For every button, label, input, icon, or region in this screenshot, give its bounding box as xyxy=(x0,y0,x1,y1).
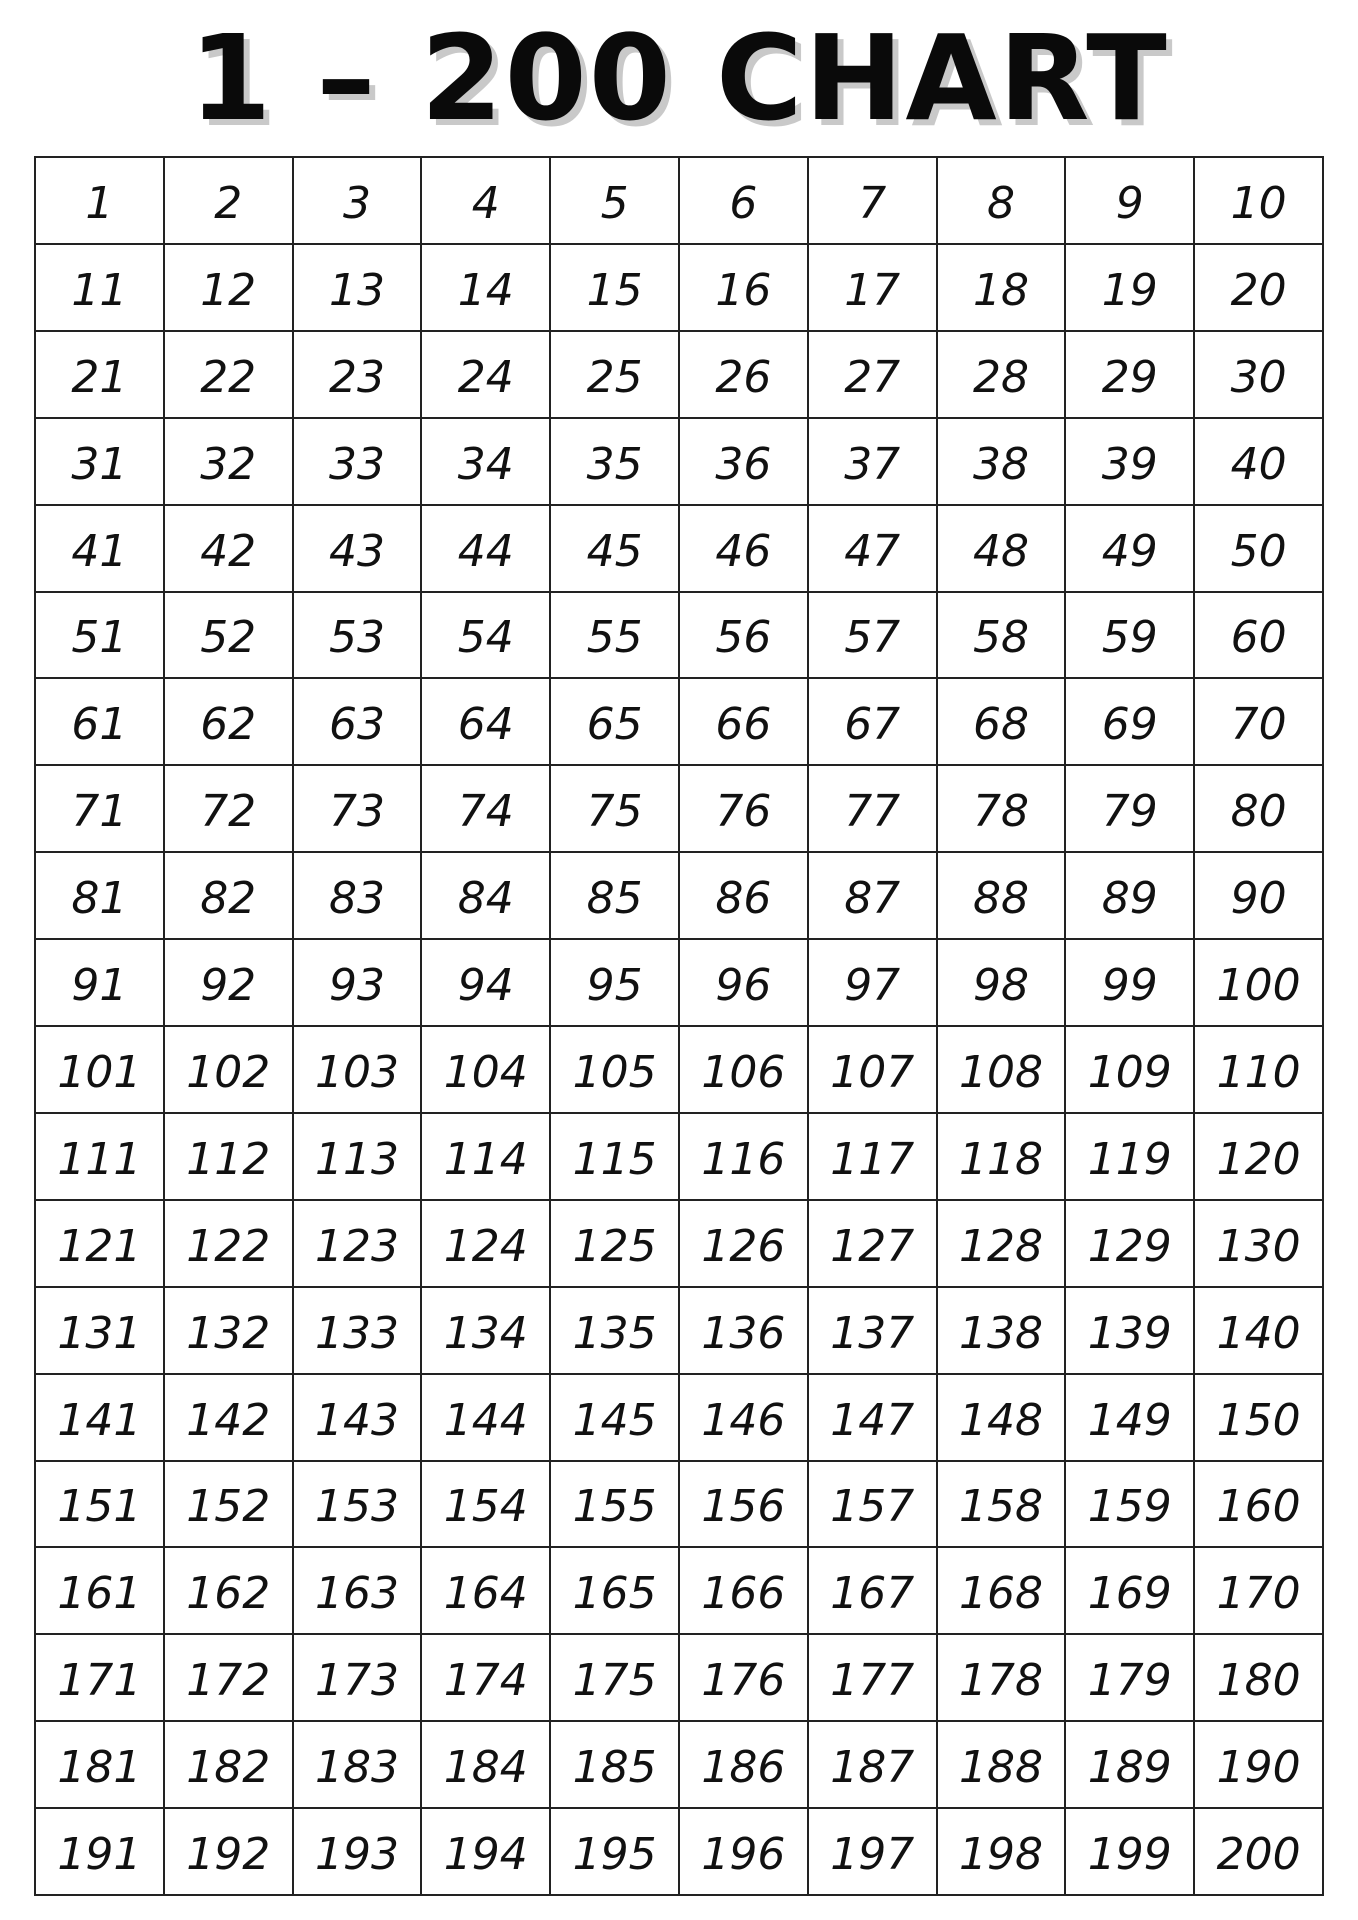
number-cell: 91 xyxy=(36,940,165,1027)
number-cell: 15 xyxy=(551,245,680,332)
number-cell: 45 xyxy=(551,506,680,593)
number-cell: 11 xyxy=(36,245,165,332)
number-cell: 78 xyxy=(938,766,1067,853)
number-cell: 52 xyxy=(165,593,294,680)
number-cell: 25 xyxy=(551,332,680,419)
number-cell: 176 xyxy=(680,1635,809,1722)
number-cell: 136 xyxy=(680,1288,809,1375)
number-cell: 110 xyxy=(1195,1027,1324,1114)
number-cell: 119 xyxy=(1066,1114,1195,1201)
number-cell: 166 xyxy=(680,1548,809,1635)
number-cell: 154 xyxy=(422,1462,551,1549)
number-cell: 75 xyxy=(551,766,680,853)
number-cell: 192 xyxy=(165,1809,294,1896)
number-cell: 182 xyxy=(165,1722,294,1809)
number-cell: 199 xyxy=(1066,1809,1195,1896)
number-cell: 160 xyxy=(1195,1462,1324,1549)
number-cell: 130 xyxy=(1195,1201,1324,1288)
number-cell: 29 xyxy=(1066,332,1195,419)
number-cell: 174 xyxy=(422,1635,551,1722)
number-cell: 134 xyxy=(422,1288,551,1375)
number-cell: 120 xyxy=(1195,1114,1324,1201)
number-cell: 175 xyxy=(551,1635,680,1722)
number-cell: 73 xyxy=(294,766,423,853)
number-cell: 98 xyxy=(938,940,1067,1027)
number-cell: 80 xyxy=(1195,766,1324,853)
number-cell: 41 xyxy=(36,506,165,593)
number-cell: 38 xyxy=(938,419,1067,506)
number-cell: 4 xyxy=(422,158,551,245)
number-cell: 12 xyxy=(165,245,294,332)
number-cell: 53 xyxy=(294,593,423,680)
number-cell: 23 xyxy=(294,332,423,419)
number-cell: 5 xyxy=(551,158,680,245)
number-cell: 149 xyxy=(1066,1375,1195,1462)
number-cell: 122 xyxy=(165,1201,294,1288)
number-cell: 115 xyxy=(551,1114,680,1201)
number-cell: 168 xyxy=(938,1548,1067,1635)
number-cell: 162 xyxy=(165,1548,294,1635)
number-cell: 117 xyxy=(809,1114,938,1201)
number-cell: 26 xyxy=(680,332,809,419)
number-cell: 128 xyxy=(938,1201,1067,1288)
number-cell: 57 xyxy=(809,593,938,680)
number-cell: 140 xyxy=(1195,1288,1324,1375)
number-cell: 17 xyxy=(809,245,938,332)
number-cell: 43 xyxy=(294,506,423,593)
number-cell: 108 xyxy=(938,1027,1067,1114)
number-cell: 147 xyxy=(809,1375,938,1462)
number-cell: 68 xyxy=(938,679,1067,766)
number-cell: 95 xyxy=(551,940,680,1027)
number-cell: 58 xyxy=(938,593,1067,680)
number-cell: 27 xyxy=(809,332,938,419)
number-cell: 84 xyxy=(422,853,551,940)
number-cell: 180 xyxy=(1195,1635,1324,1722)
number-cell: 92 xyxy=(165,940,294,1027)
number-cell: 77 xyxy=(809,766,938,853)
number-cell: 171 xyxy=(36,1635,165,1722)
number-cell: 61 xyxy=(36,679,165,766)
number-cell: 187 xyxy=(809,1722,938,1809)
number-cell: 64 xyxy=(422,679,551,766)
number-cell: 10 xyxy=(1195,158,1324,245)
number-cell: 129 xyxy=(1066,1201,1195,1288)
number-cell: 65 xyxy=(551,679,680,766)
number-cell: 99 xyxy=(1066,940,1195,1027)
number-cell: 198 xyxy=(938,1809,1067,1896)
number-cell: 30 xyxy=(1195,332,1324,419)
number-cell: 158 xyxy=(938,1462,1067,1549)
number-cell: 88 xyxy=(938,853,1067,940)
number-cell: 93 xyxy=(294,940,423,1027)
number-cell: 28 xyxy=(938,332,1067,419)
number-cell: 121 xyxy=(36,1201,165,1288)
number-cell: 96 xyxy=(680,940,809,1027)
number-cell: 118 xyxy=(938,1114,1067,1201)
number-cell: 86 xyxy=(680,853,809,940)
number-cell: 51 xyxy=(36,593,165,680)
number-cell: 151 xyxy=(36,1462,165,1549)
number-cell: 85 xyxy=(551,853,680,940)
number-cell: 132 xyxy=(165,1288,294,1375)
number-cell: 156 xyxy=(680,1462,809,1549)
chart-title: 1 – 200 CHART xyxy=(189,9,1169,147)
number-cell: 44 xyxy=(422,506,551,593)
number-cell: 104 xyxy=(422,1027,551,1114)
number-cell: 189 xyxy=(1066,1722,1195,1809)
number-cell: 42 xyxy=(165,506,294,593)
number-cell: 181 xyxy=(36,1722,165,1809)
number-cell: 190 xyxy=(1195,1722,1324,1809)
number-cell: 71 xyxy=(36,766,165,853)
number-cell: 143 xyxy=(294,1375,423,1462)
number-cell: 1 xyxy=(36,158,165,245)
number-cell: 188 xyxy=(938,1722,1067,1809)
number-cell: 16 xyxy=(680,245,809,332)
number-cell: 150 xyxy=(1195,1375,1324,1462)
number-cell: 183 xyxy=(294,1722,423,1809)
number-cell: 3 xyxy=(294,158,423,245)
number-cell: 173 xyxy=(294,1635,423,1722)
number-cell: 131 xyxy=(36,1288,165,1375)
number-cell: 90 xyxy=(1195,853,1324,940)
number-cell: 35 xyxy=(551,419,680,506)
number-cell: 157 xyxy=(809,1462,938,1549)
number-cell: 59 xyxy=(1066,593,1195,680)
number-cell: 102 xyxy=(165,1027,294,1114)
number-cell: 193 xyxy=(294,1809,423,1896)
number-cell: 74 xyxy=(422,766,551,853)
number-cell: 103 xyxy=(294,1027,423,1114)
number-cell: 82 xyxy=(165,853,294,940)
number-cell: 139 xyxy=(1066,1288,1195,1375)
number-cell: 32 xyxy=(165,419,294,506)
number-cell: 55 xyxy=(551,593,680,680)
number-grid xyxy=(34,156,1324,1896)
number-cell: 141 xyxy=(36,1375,165,1462)
number-cell: 169 xyxy=(1066,1548,1195,1635)
number-cell: 94 xyxy=(422,940,551,1027)
number-cell: 7 xyxy=(809,158,938,245)
number-cell: 146 xyxy=(680,1375,809,1462)
number-cell: 148 xyxy=(938,1375,1067,1462)
number-cell: 34 xyxy=(422,419,551,506)
number-cell: 111 xyxy=(36,1114,165,1201)
number-cell: 200 xyxy=(1195,1809,1324,1896)
number-cell: 50 xyxy=(1195,506,1324,593)
number-cell: 62 xyxy=(165,679,294,766)
number-cell: 159 xyxy=(1066,1462,1195,1549)
number-cell: 179 xyxy=(1066,1635,1195,1722)
number-cell: 195 xyxy=(551,1809,680,1896)
number-cell: 47 xyxy=(809,506,938,593)
number-cell: 21 xyxy=(36,332,165,419)
number-cell: 116 xyxy=(680,1114,809,1201)
number-cell: 197 xyxy=(809,1809,938,1896)
number-cell: 87 xyxy=(809,853,938,940)
number-cell: 165 xyxy=(551,1548,680,1635)
number-cell: 186 xyxy=(680,1722,809,1809)
number-cell: 152 xyxy=(165,1462,294,1549)
number-cell: 126 xyxy=(680,1201,809,1288)
number-cell: 69 xyxy=(1066,679,1195,766)
number-cell: 18 xyxy=(938,245,1067,332)
number-cell: 37 xyxy=(809,419,938,506)
number-cell: 33 xyxy=(294,419,423,506)
number-cell: 20 xyxy=(1195,245,1324,332)
number-cell: 101 xyxy=(36,1027,165,1114)
number-cell: 72 xyxy=(165,766,294,853)
number-cell: 153 xyxy=(294,1462,423,1549)
number-cell: 13 xyxy=(294,245,423,332)
number-cell: 56 xyxy=(680,593,809,680)
number-cell: 161 xyxy=(36,1548,165,1635)
number-cell: 46 xyxy=(680,506,809,593)
number-cell: 8 xyxy=(938,158,1067,245)
number-cell: 112 xyxy=(165,1114,294,1201)
number-cell: 81 xyxy=(36,853,165,940)
number-cell: 170 xyxy=(1195,1548,1324,1635)
number-cell: 70 xyxy=(1195,679,1324,766)
number-cell: 22 xyxy=(165,332,294,419)
number-cell: 63 xyxy=(294,679,423,766)
number-cell: 36 xyxy=(680,419,809,506)
number-cell: 191 xyxy=(36,1809,165,1896)
number-cell: 145 xyxy=(551,1375,680,1462)
number-cell: 48 xyxy=(938,506,1067,593)
number-cell: 127 xyxy=(809,1201,938,1288)
number-cell: 113 xyxy=(294,1114,423,1201)
number-cell: 135 xyxy=(551,1288,680,1375)
number-cell: 125 xyxy=(551,1201,680,1288)
number-cell: 177 xyxy=(809,1635,938,1722)
number-cell: 114 xyxy=(422,1114,551,1201)
number-cell: 9 xyxy=(1066,158,1195,245)
number-cell: 24 xyxy=(422,332,551,419)
number-cell: 163 xyxy=(294,1548,423,1635)
number-cell: 142 xyxy=(165,1375,294,1462)
number-cell: 194 xyxy=(422,1809,551,1896)
number-cell: 89 xyxy=(1066,853,1195,940)
number-cell: 196 xyxy=(680,1809,809,1896)
number-cell: 2 xyxy=(165,158,294,245)
number-cell: 31 xyxy=(36,419,165,506)
number-cell: 66 xyxy=(680,679,809,766)
number-cell: 178 xyxy=(938,1635,1067,1722)
number-cell: 60 xyxy=(1195,593,1324,680)
number-cell: 137 xyxy=(809,1288,938,1375)
number-cell: 124 xyxy=(422,1201,551,1288)
number-cell: 123 xyxy=(294,1201,423,1288)
number-cell: 14 xyxy=(422,245,551,332)
number-cell: 67 xyxy=(809,679,938,766)
number-cell: 144 xyxy=(422,1375,551,1462)
number-cell: 39 xyxy=(1066,419,1195,506)
number-cell: 184 xyxy=(422,1722,551,1809)
number-cell: 19 xyxy=(1066,245,1195,332)
number-cell: 167 xyxy=(809,1548,938,1635)
number-cell: 133 xyxy=(294,1288,423,1375)
number-cell: 76 xyxy=(680,766,809,853)
number-cell: 155 xyxy=(551,1462,680,1549)
number-cell: 79 xyxy=(1066,766,1195,853)
number-cell: 107 xyxy=(809,1027,938,1114)
number-cell: 97 xyxy=(809,940,938,1027)
number-cell: 109 xyxy=(1066,1027,1195,1114)
number-cell: 100 xyxy=(1195,940,1324,1027)
number-cell: 40 xyxy=(1195,419,1324,506)
number-cell: 106 xyxy=(680,1027,809,1114)
number-cell: 164 xyxy=(422,1548,551,1635)
number-cell: 49 xyxy=(1066,506,1195,593)
number-cell: 6 xyxy=(680,158,809,245)
number-cell: 185 xyxy=(551,1722,680,1809)
number-cell: 83 xyxy=(294,853,423,940)
number-cell: 172 xyxy=(165,1635,294,1722)
number-cell: 105 xyxy=(551,1027,680,1114)
number-cell: 138 xyxy=(938,1288,1067,1375)
number-cell: 54 xyxy=(422,593,551,680)
